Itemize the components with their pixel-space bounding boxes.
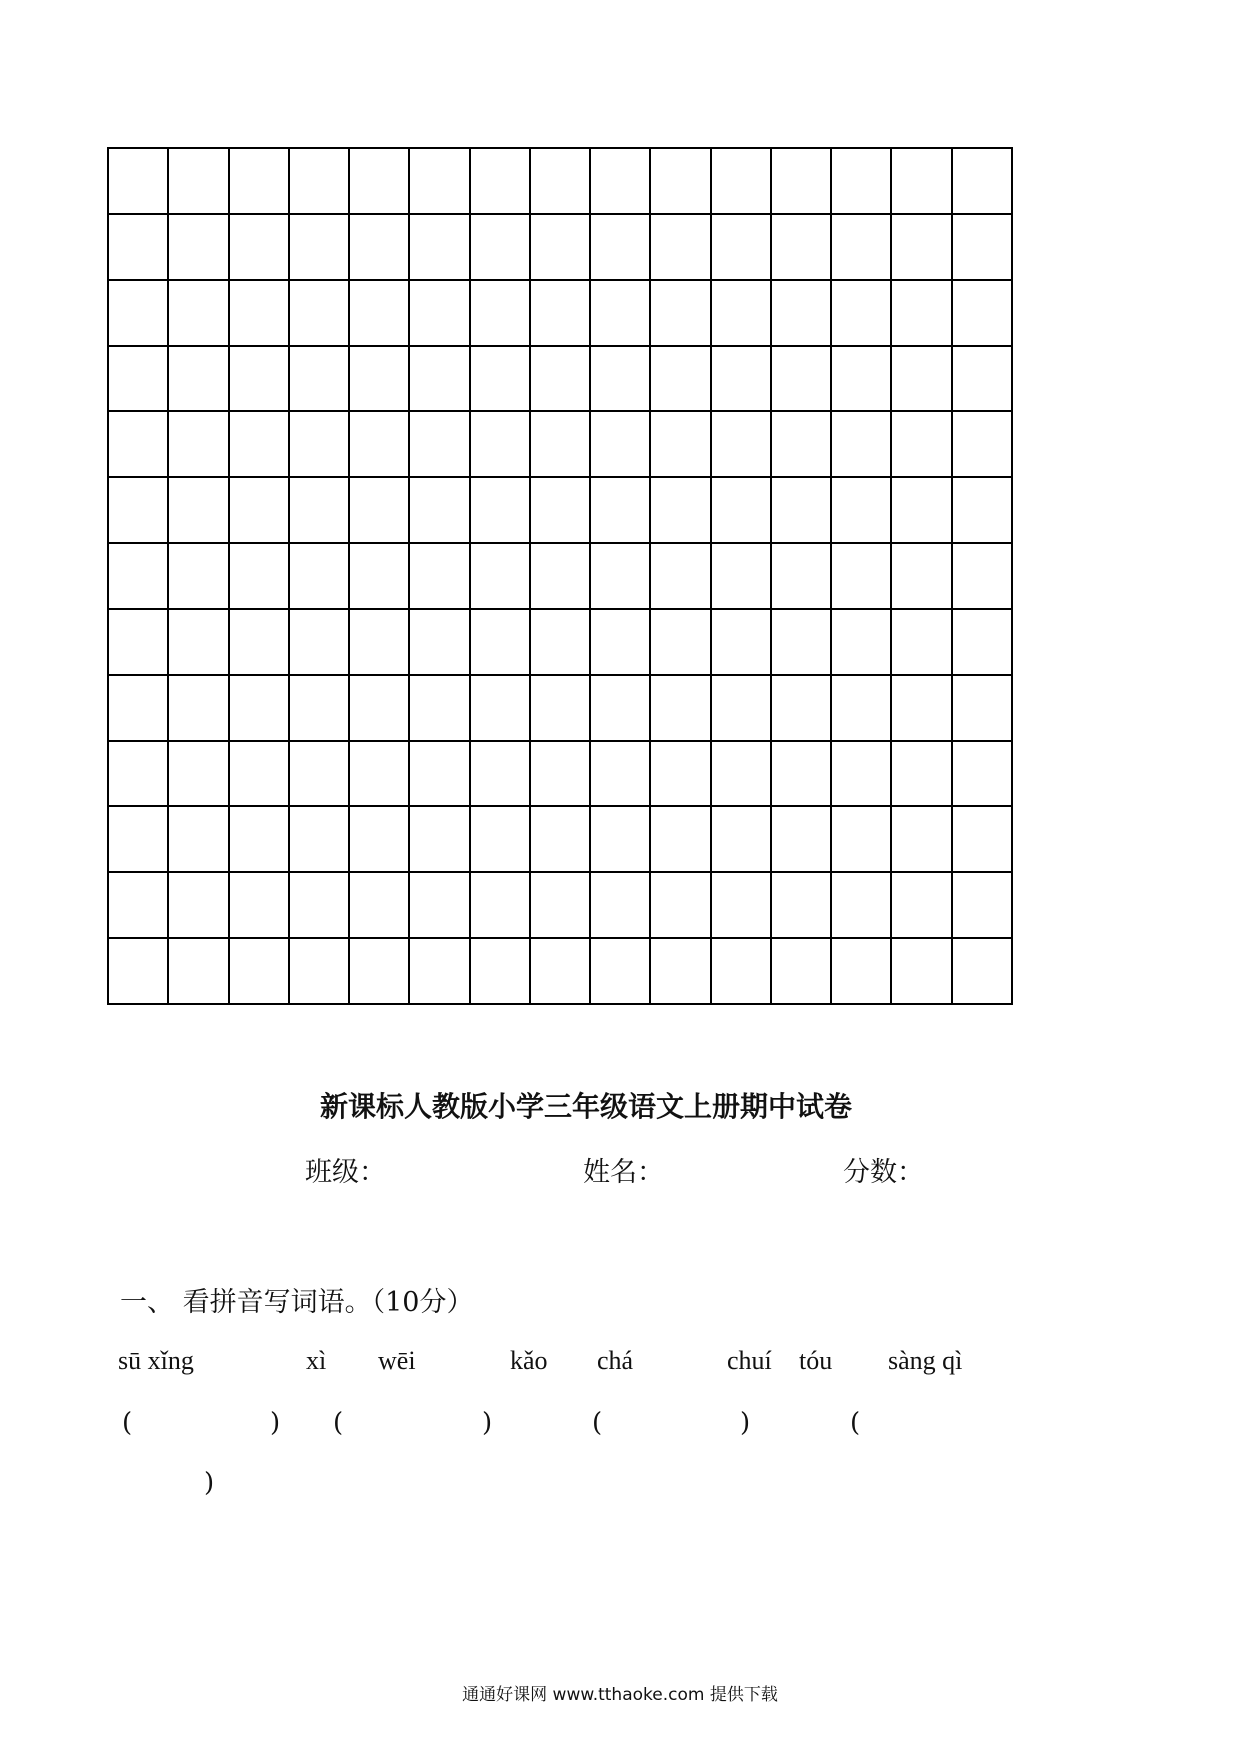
grid-cell — [892, 807, 952, 873]
grid-cell — [169, 939, 229, 1005]
grid-cell — [832, 807, 892, 873]
grid-cell — [109, 149, 169, 215]
grid-cell — [109, 873, 169, 939]
grid-cell — [410, 347, 470, 413]
grid-cell — [169, 412, 229, 478]
grid-cell — [350, 347, 410, 413]
grid-cell — [410, 544, 470, 610]
grid-cell — [531, 610, 591, 676]
grid-cell — [531, 281, 591, 347]
grid-cell — [591, 149, 651, 215]
grid-cell — [350, 742, 410, 808]
grid-cell — [350, 807, 410, 873]
grid-cell — [772, 478, 832, 544]
grid-cell — [410, 149, 470, 215]
grid-cell — [651, 215, 711, 281]
grid-cell — [169, 873, 229, 939]
answer-blank-open: ( — [333, 1408, 344, 1438]
grid-cell — [290, 873, 350, 939]
grid-cell — [169, 215, 229, 281]
grid-cell — [712, 742, 772, 808]
grid-cell — [892, 873, 952, 939]
grid-cell — [410, 742, 470, 808]
grid-cell — [892, 939, 952, 1005]
grid-cell — [892, 478, 952, 544]
grid-cell — [531, 412, 591, 478]
grid-cell — [772, 676, 832, 742]
grid-cell — [169, 281, 229, 347]
pinyin-word: tóu — [799, 1346, 833, 1375]
grid-cell — [651, 347, 711, 413]
grid-cell — [230, 412, 290, 478]
grid-cell — [471, 281, 531, 347]
grid-cell — [832, 149, 892, 215]
grid-cell — [109, 742, 169, 808]
grid-cell — [651, 807, 711, 873]
grid-cell — [772, 873, 832, 939]
grid-cell — [892, 676, 952, 742]
grid-cell — [290, 807, 350, 873]
grid-cell — [712, 412, 772, 478]
grid-cell — [591, 939, 651, 1005]
grid-cell — [169, 544, 229, 610]
grid-cell — [531, 676, 591, 742]
grid-cell — [230, 544, 290, 610]
grid-cell — [471, 478, 531, 544]
grid-cell — [953, 544, 1013, 610]
grid-cell — [471, 939, 531, 1005]
grid-cell — [230, 215, 290, 281]
grid-cell — [712, 939, 772, 1005]
grid-cell — [651, 412, 711, 478]
name-label: 姓名： — [583, 1157, 664, 1188]
grid-cell — [772, 544, 832, 610]
grid-cell — [832, 873, 892, 939]
grid-cell — [953, 676, 1013, 742]
grid-cell — [651, 149, 711, 215]
class-label: 班级： — [305, 1157, 386, 1188]
grid-cell — [169, 742, 229, 808]
answer-blank-close: ) — [270, 1408, 281, 1438]
grid-cell — [290, 347, 350, 413]
grid-cell — [892, 544, 952, 610]
grid-cell — [109, 807, 169, 873]
grid-cell — [832, 215, 892, 281]
grid-cell — [350, 281, 410, 347]
grid-cell — [290, 215, 350, 281]
grid-cell — [832, 478, 892, 544]
answer-blank-close: ) — [482, 1408, 493, 1438]
grid-cell — [531, 478, 591, 544]
grid-cell — [169, 347, 229, 413]
grid-cell — [772, 149, 832, 215]
grid-cell — [169, 478, 229, 544]
grid-cell — [651, 544, 711, 610]
section-one-heading: 一、 看拼音写词语。（10分） — [120, 1287, 474, 1318]
grid-cell — [832, 544, 892, 610]
grid-cell — [350, 873, 410, 939]
grid-cell — [591, 873, 651, 939]
grid-cell — [531, 807, 591, 873]
grid-cell — [471, 215, 531, 281]
grid-cell — [350, 610, 410, 676]
grid-cell — [290, 478, 350, 544]
grid-cell — [290, 281, 350, 347]
grid-cell — [651, 742, 711, 808]
grid-cell — [772, 347, 832, 413]
grid-cell — [892, 347, 952, 413]
grid-cell — [230, 676, 290, 742]
grid-cell — [169, 676, 229, 742]
grid-cell — [290, 939, 350, 1005]
grid-cell — [892, 610, 952, 676]
grid-cell — [591, 281, 651, 347]
grid-cell — [109, 676, 169, 742]
grid-cell — [471, 873, 531, 939]
grid-cell — [953, 807, 1013, 873]
grid-cell — [892, 215, 952, 281]
grid-cell — [169, 807, 229, 873]
grid-cell — [832, 742, 892, 808]
grid-cell — [591, 544, 651, 610]
grid-cell — [531, 149, 591, 215]
grid-cell — [651, 676, 711, 742]
answer-blank-open: ( — [122, 1408, 133, 1438]
grid-cell — [651, 873, 711, 939]
answer-blank-close: ) — [740, 1408, 751, 1438]
grid-cell — [410, 873, 470, 939]
grid-cell — [591, 347, 651, 413]
grid-cell — [471, 149, 531, 215]
pinyin-word: chá — [597, 1346, 634, 1375]
grid-cell — [350, 412, 410, 478]
grid-cell — [712, 347, 772, 413]
grid-cell — [230, 807, 290, 873]
grid-cell — [230, 281, 290, 347]
grid-cell — [410, 478, 470, 544]
answer-blank-close: ) — [204, 1468, 215, 1498]
grid-cell — [953, 215, 1013, 281]
grid-cell — [471, 347, 531, 413]
grid-cell — [410, 807, 470, 873]
grid-cell — [531, 939, 591, 1005]
grid-cell — [230, 610, 290, 676]
grid-cell — [712, 149, 772, 215]
grid-cell — [953, 610, 1013, 676]
grid-cell — [832, 676, 892, 742]
grid-cell — [712, 215, 772, 281]
grid-cell — [892, 149, 952, 215]
grid-cell — [531, 544, 591, 610]
grid-cell — [892, 742, 952, 808]
grid-cell — [471, 610, 531, 676]
grid-cell — [651, 939, 711, 1005]
grid-cell — [109, 347, 169, 413]
grid-cell — [410, 281, 470, 347]
pinyin-word: xì — [306, 1346, 327, 1375]
grid-cell — [290, 610, 350, 676]
grid-cell — [290, 742, 350, 808]
grid-cell — [169, 149, 229, 215]
grid-cell — [290, 676, 350, 742]
grid-cell — [591, 412, 651, 478]
pinyin-word: kǎo — [510, 1346, 548, 1375]
grid-cell — [471, 742, 531, 808]
grid-cell — [350, 149, 410, 215]
grid-cell — [953, 347, 1013, 413]
grid-cell — [350, 215, 410, 281]
grid-cell — [109, 215, 169, 281]
grid-cell — [410, 215, 470, 281]
grid-cell — [531, 742, 591, 808]
grid-cell — [953, 149, 1013, 215]
grid-cell — [410, 939, 470, 1005]
grid-cell — [953, 742, 1013, 808]
grid-cell — [712, 478, 772, 544]
grid-cell — [772, 610, 832, 676]
grid-cell — [350, 478, 410, 544]
grid-cell — [772, 807, 832, 873]
grid-cell — [892, 281, 952, 347]
grid-cell — [230, 873, 290, 939]
grid-cell — [772, 412, 832, 478]
grid-cell — [772, 742, 832, 808]
pinyin-word: sū xǐng — [118, 1346, 194, 1375]
grid-cell — [591, 676, 651, 742]
grid-cell — [953, 939, 1013, 1005]
grid-cell — [350, 676, 410, 742]
grid-cell — [772, 939, 832, 1005]
grid-cell — [832, 939, 892, 1005]
grid-cell — [350, 939, 410, 1005]
answer-blank-open: ( — [850, 1408, 861, 1438]
grid-cell — [471, 544, 531, 610]
grid-cell — [290, 412, 350, 478]
grid-cell — [772, 281, 832, 347]
writing-grid — [107, 147, 1013, 1005]
grid-cell — [109, 939, 169, 1005]
grid-cell — [531, 215, 591, 281]
grid-cell — [953, 478, 1013, 544]
grid-cell — [712, 676, 772, 742]
grid-cell — [892, 412, 952, 478]
grid-cell — [531, 347, 591, 413]
grid-cell — [772, 215, 832, 281]
grid-cell — [832, 610, 892, 676]
grid-cell — [471, 676, 531, 742]
grid-cell — [591, 610, 651, 676]
grid-cell — [651, 478, 711, 544]
grid-cell — [230, 939, 290, 1005]
grid-cell — [712, 610, 772, 676]
grid-cell — [410, 610, 470, 676]
grid-cell — [953, 412, 1013, 478]
score-label: 分数： — [843, 1157, 924, 1188]
footer-text: 通通好课网 www.tthaoke.com 提供下载 — [462, 1685, 778, 1705]
grid-cell — [531, 873, 591, 939]
grid-cell — [230, 742, 290, 808]
pinyin-word: chuí — [727, 1346, 772, 1375]
grid-cell — [109, 281, 169, 347]
answer-blank-open: ( — [592, 1408, 603, 1438]
grid-cell — [350, 544, 410, 610]
grid-cell — [109, 544, 169, 610]
grid-cell — [953, 873, 1013, 939]
grid-cell — [651, 281, 711, 347]
pinyin-word: wēi — [378, 1346, 416, 1375]
grid-cell — [832, 281, 892, 347]
grid-cell — [109, 478, 169, 544]
grid-cell — [471, 412, 531, 478]
grid-cell — [591, 478, 651, 544]
grid-cell — [832, 412, 892, 478]
grid-cell — [410, 676, 470, 742]
grid-cell — [953, 281, 1013, 347]
grid-cell — [109, 610, 169, 676]
grid-cell — [230, 149, 290, 215]
grid-cell — [410, 412, 470, 478]
grid-cell — [230, 478, 290, 544]
exam-title: 新课标人教版小学三年级语文上册期中试卷 — [320, 1090, 853, 1123]
grid-cell — [290, 544, 350, 610]
pinyin-word: sàng qì — [888, 1346, 963, 1375]
grid-cell — [712, 281, 772, 347]
grid-cell — [712, 807, 772, 873]
grid-cell — [109, 412, 169, 478]
grid-cell — [471, 807, 531, 873]
grid-cell — [591, 742, 651, 808]
grid-cell — [832, 347, 892, 413]
grid-cell — [712, 873, 772, 939]
grid-cell — [651, 610, 711, 676]
grid-cell — [230, 347, 290, 413]
grid-cell — [169, 610, 229, 676]
grid-cell — [290, 149, 350, 215]
grid-cell — [712, 544, 772, 610]
grid-cell — [591, 807, 651, 873]
grid-cell — [591, 215, 651, 281]
